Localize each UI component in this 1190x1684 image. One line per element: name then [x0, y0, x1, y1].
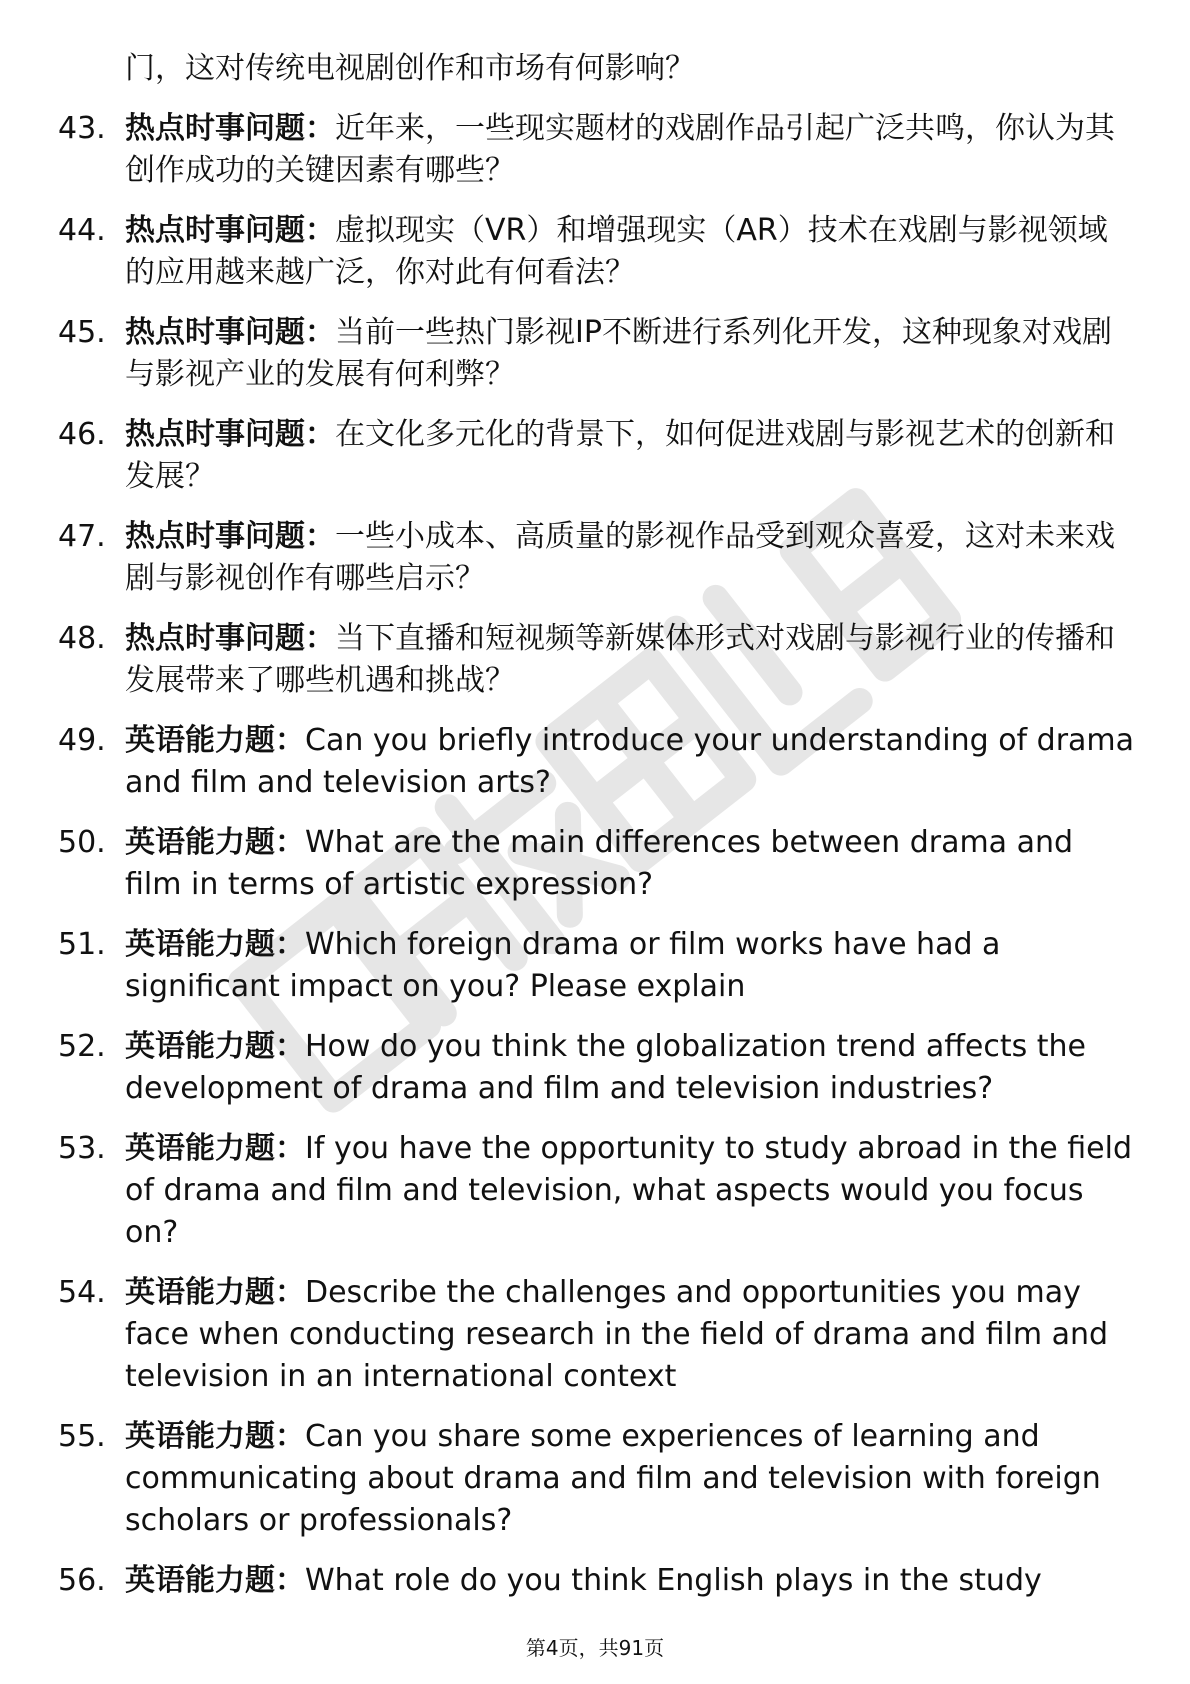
- question-item: [0, 516, 1190, 600]
- question-text: 一些小成本、高质量的影视作品受到观众喜爱，这对未来戏剧与影视创作有哪些启示？: [125, 519, 1115, 596]
- question-item: [0, 108, 1190, 192]
- question-item: [0, 312, 1190, 396]
- question-body: [125, 1026, 1135, 1110]
- question-number: 46.: [58, 417, 106, 452]
- question-number: 47.: [58, 519, 106, 554]
- question-body: [125, 822, 1135, 906]
- question-item: [0, 822, 1190, 906]
- question-category: 热点时事问题：: [125, 519, 335, 554]
- question-text: 当前一些热门影视IP不断进行系列化开发，这种现象对戏剧与影视产业的发展有何利弊？: [125, 315, 1112, 392]
- question-category: 英语能力题：: [125, 1563, 305, 1598]
- question-text: How do you think the globalization trend affects the development of drama and film and television industries?: [125, 1029, 1086, 1106]
- question-item: [0, 210, 1190, 294]
- question-item: [0, 618, 1190, 702]
- question-text: Can you share some experiences of learning and communicating about drama and film and television with foreign scholars or professionals?: [125, 1419, 1101, 1538]
- question-number: 53.: [58, 1131, 106, 1166]
- question-body: [125, 1416, 1135, 1542]
- question-text: If you have the opportunity to study abroad in the field of drama and film and television, what aspects would you focus on?: [125, 1131, 1133, 1250]
- question-text: 在文化多元化的背景下，如何促进戏剧与影视艺术的创新和发展？: [125, 417, 1115, 494]
- question-body: [125, 312, 1135, 396]
- question-number: 44.: [58, 213, 106, 248]
- question-category: 英语能力题：: [125, 1029, 305, 1064]
- question-item: [0, 1560, 1190, 1602]
- question-number: 43.: [58, 111, 106, 146]
- question-category: 英语能力题：: [125, 723, 305, 758]
- question-category: 热点时事问题：: [125, 315, 335, 350]
- question-number: 56.: [58, 1563, 106, 1598]
- question-item: [0, 1272, 1190, 1398]
- question-list: [0, 48, 1190, 1620]
- question-category: 热点时事问题：: [125, 111, 335, 146]
- question-item: [0, 1128, 1190, 1254]
- question-category: 热点时事问题：: [125, 417, 335, 452]
- question-body: [125, 1272, 1135, 1398]
- continuation-text: 门，这对传统电视剧创作和市场有何影响？: [125, 51, 695, 86]
- question-body: [125, 924, 1135, 1008]
- question-item: [0, 414, 1190, 498]
- question-body: [125, 1128, 1135, 1254]
- question-item: [0, 720, 1190, 804]
- question-category: 英语能力题：: [125, 1419, 305, 1454]
- continued-question: [0, 48, 1190, 90]
- question-number: 52.: [58, 1029, 106, 1064]
- question-body: [125, 1560, 1135, 1602]
- question-category: 英语能力题：: [125, 927, 305, 962]
- question-text: What are the main differences between drama and film in terms of artistic expression?: [125, 825, 1074, 902]
- question-category: 热点时事问题：: [125, 621, 335, 656]
- question-number: 48.: [58, 621, 106, 656]
- question-item: [0, 924, 1190, 1008]
- question-body: [125, 108, 1135, 192]
- question-text: 当下直播和短视频等新媒体形式对戏剧与影视行业的传播和发展带来了哪些机遇和挑战？: [125, 621, 1115, 698]
- question-body: [125, 210, 1135, 294]
- question-text: Can you briefly introduce your understanding of drama and film and television arts?: [125, 723, 1135, 800]
- question-category: 英语能力题：: [125, 1131, 305, 1166]
- question-category: 英语能力题：: [125, 1275, 305, 1310]
- question-number: 45.: [58, 315, 106, 350]
- question-number: 54.: [58, 1275, 106, 1310]
- question-text: 近年来，一些现实题材的戏剧作品引起广泛共鸣，你认为其创作成功的关键因素有哪些？: [125, 111, 1115, 188]
- question-number: 49.: [58, 723, 106, 758]
- question-text: Describe the challenges and opportunities you may face when conducting research in the field of drama and film and television in an international context: [125, 1275, 1109, 1394]
- question-text: 虚拟现实（VR）和增强现实（AR）技术在戏剧与影视领域的应用越来越广泛，你对此有何看法？: [125, 213, 1108, 290]
- question-body: [125, 516, 1135, 600]
- question-body: [125, 618, 1135, 702]
- question-item: [0, 1026, 1190, 1110]
- question-text: What role do you think English plays in the study: [305, 1563, 1042, 1598]
- question-number: 50.: [58, 825, 106, 860]
- question-category: 英语能力题：: [125, 825, 305, 860]
- page-footer: 第4页，共91页: [525, 1636, 665, 1660]
- question-text: Which foreign drama or film works have had a significant impact on you? Please explain: [125, 927, 1001, 1004]
- question-body: [125, 720, 1135, 804]
- question-category: 热点时事问题：: [125, 213, 335, 248]
- question-number: 55.: [58, 1419, 106, 1454]
- question-item: [0, 1416, 1190, 1542]
- question-body: [125, 414, 1135, 498]
- question-number: 51.: [58, 927, 106, 962]
